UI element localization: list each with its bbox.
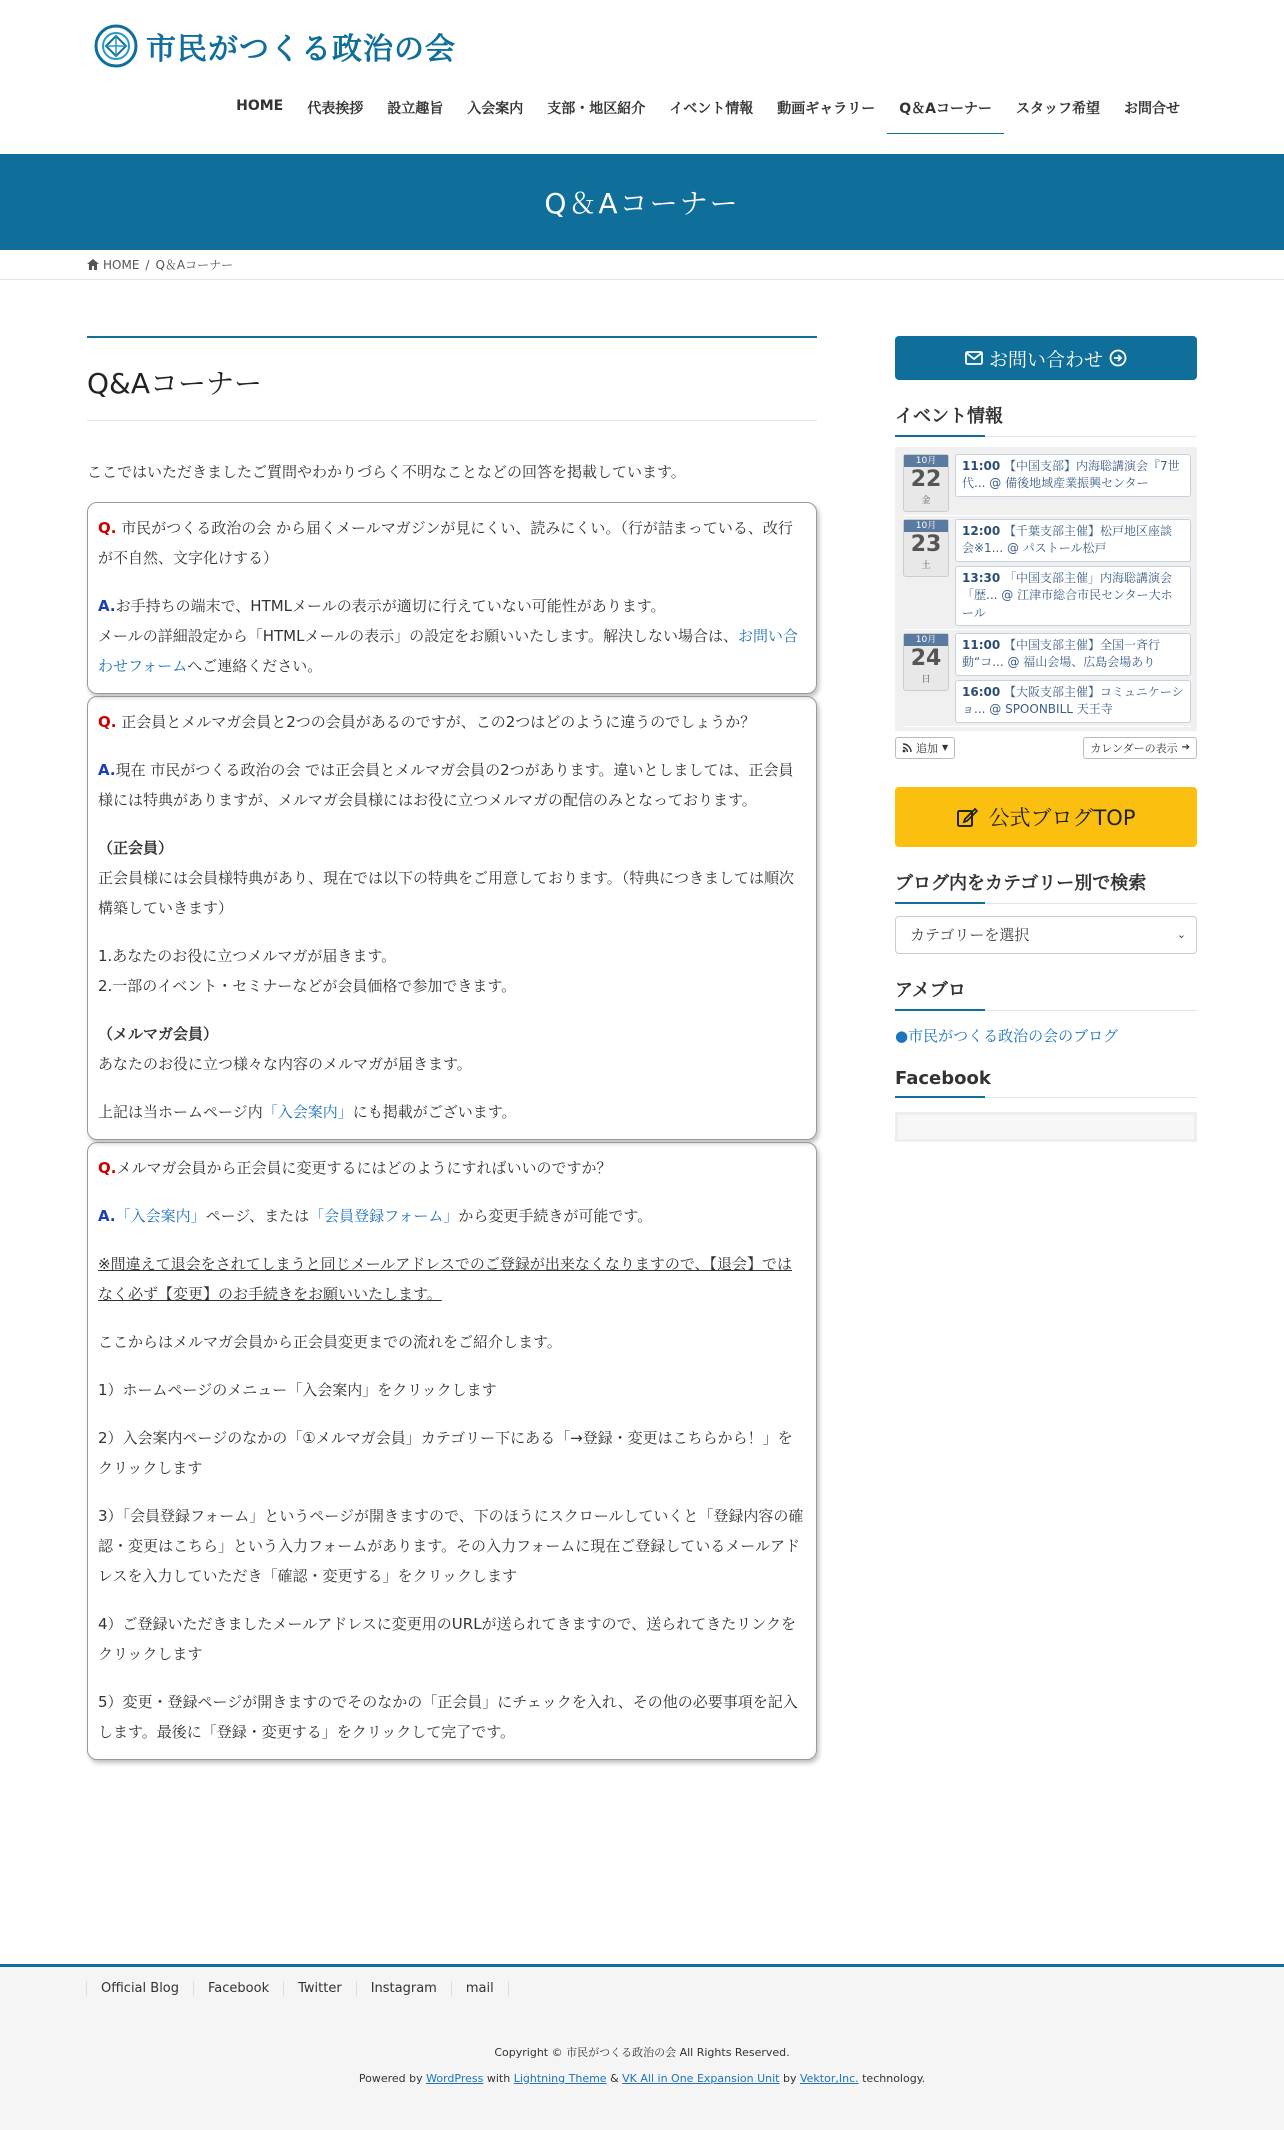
event-list bbox=[955, 633, 1191, 723]
nav-item-home[interactable]: HOME bbox=[236, 98, 284, 114]
regular-member-heading: （正会員） bbox=[98, 839, 174, 857]
sidebar bbox=[895, 336, 1197, 1142]
question-text: メルマガ会員から正会員に変更するにはどのようにすればいいのですか？ bbox=[116, 1159, 612, 1177]
powered-by-text: by bbox=[779, 2072, 800, 2085]
calendar-day bbox=[903, 516, 1191, 630]
contact-button-label: お問い合わせ bbox=[988, 348, 1103, 371]
calendar-day bbox=[903, 630, 1191, 727]
answer-text: から変更手続きが可能です。 bbox=[458, 1207, 653, 1225]
question bbox=[98, 1153, 806, 1183]
date-day: 23 bbox=[910, 532, 942, 557]
answer-mark: A. bbox=[98, 761, 116, 779]
category-select[interactable] bbox=[895, 916, 1197, 954]
warning-note: ※間違えて退会をされてしまうと同じメールアドレスでのご登録が出来なくなりますので、【退会】ではなく必ず【変更】のお手続きをお願いいたします。 bbox=[98, 1255, 793, 1303]
breadcrumb bbox=[0, 250, 1284, 280]
nav-item-purpose[interactable]: 設立趣旨 bbox=[387, 101, 444, 117]
powered-by-text: technology. bbox=[858, 2072, 926, 2085]
answer bbox=[98, 591, 806, 681]
benefit-item: 2.一部のイベント・セミナーなどが会員価格で参加できます。 bbox=[98, 977, 517, 995]
footer-link-twitter[interactable]: Twitter bbox=[283, 1981, 357, 1996]
site-logo[interactable] bbox=[92, 22, 456, 70]
event-item[interactable] bbox=[955, 519, 1191, 562]
breadcrumb-home-label: HOME bbox=[103, 257, 140, 272]
flow-intro: ここからはメルマガ会員から正会員変更までの流れをご紹介します。 bbox=[98, 1333, 562, 1351]
official-blog-button[interactable] bbox=[895, 787, 1197, 847]
lightning-theme-link[interactable]: Lightning Theme bbox=[513, 2072, 607, 2085]
regular-member-section bbox=[98, 833, 806, 923]
calendar-view-button[interactable] bbox=[1083, 737, 1197, 759]
intro-text: ここではいただきましたご質問やわかりづらく不明なことなどの回答を掲載しています。 bbox=[87, 463, 686, 481]
note bbox=[98, 1097, 806, 1127]
calendar-day bbox=[903, 451, 1191, 516]
wordpress-link[interactable]: WordPress bbox=[426, 2072, 484, 2085]
membership-guide-link[interactable]: 「入会案内」 bbox=[115, 1207, 206, 1225]
event-list bbox=[955, 519, 1191, 626]
vk-unit-link[interactable]: VK All in One Expansion Unit bbox=[622, 2072, 780, 2085]
footer-link-instagram[interactable]: Instagram bbox=[356, 1981, 452, 1996]
caret-down-icon: ▼ bbox=[942, 743, 949, 753]
powered-by-text: with bbox=[483, 2072, 514, 2085]
envelope-icon bbox=[965, 351, 983, 365]
official-blog-label: 公式ブログTOP bbox=[988, 805, 1136, 830]
event-calendar bbox=[895, 447, 1197, 731]
flow-step: 5）変更・登録ページが開きますのでそのなかの「正会員」にチェックを入れ、その他の必要事項を記入します。最後に「登録・変更する」をクリックして完了です。 bbox=[98, 1693, 798, 1741]
event-time: 11:00 bbox=[962, 459, 1001, 473]
events-widget-title: イベント情報 bbox=[895, 402, 1197, 437]
benefits-list bbox=[98, 941, 806, 1001]
entry-title: Q&Aコーナー bbox=[87, 336, 817, 421]
nav-item-qa[interactable]: Q＆Aコーナー bbox=[887, 90, 1004, 134]
nav-item-membership[interactable]: 入会案内 bbox=[467, 101, 524, 117]
question-text: 正会員とメルマガ会員と2つの会員があるのですが、この2つはどのように違うのでしょうか？ bbox=[116, 713, 756, 731]
ameblo-blog-link[interactable]: ●市民がつくる政治の会のブログ bbox=[895, 1026, 1119, 1045]
powered-by bbox=[0, 2072, 1284, 2085]
mailmag-member-text: あなたのお役に立つ様々な内容のメルマガが届きます。 bbox=[98, 1055, 472, 1073]
date-badge bbox=[903, 519, 949, 577]
calendar-footer bbox=[895, 737, 1197, 759]
event-title: 「中国支部主催」内海聡講演会「歴... @ 江津市総合市民センター大ホール bbox=[962, 570, 1173, 620]
mailmag-member-section bbox=[98, 1019, 806, 1079]
nav-item-staff[interactable]: スタッフ希望 bbox=[1016, 101, 1100, 117]
answer-mark: A. bbox=[98, 597, 116, 615]
category-widget-title: ブログ内をカテゴリー別で検索 bbox=[895, 869, 1197, 904]
event-title: 【中国支部】内海聡講演会『7世代... @ 備後地域産業振興センター bbox=[962, 459, 1180, 491]
copyright: Copyright © 市民がつくる政治の会 All Rights Reserved. bbox=[494, 2046, 790, 2059]
date-day: 22 bbox=[910, 467, 942, 492]
answer-text: へご連絡ください。 bbox=[187, 657, 323, 675]
arrow-right-icon: ➔ bbox=[1181, 742, 1190, 754]
qa-item bbox=[87, 502, 817, 694]
powered-by-text: Powered by bbox=[358, 2072, 427, 2085]
arrow-circle-right-icon bbox=[1109, 349, 1127, 367]
nav-item-videos[interactable]: 動画ギャラリー bbox=[777, 101, 876, 117]
event-title: 【中国支部主催】全国一斉行動“コ... @ 福山会場、広島会場あり bbox=[962, 637, 1161, 670]
event-time: 16:00 bbox=[962, 684, 1001, 699]
event-time: 12:00 bbox=[962, 524, 1001, 538]
global-nav bbox=[224, 90, 1192, 134]
event-time: 11:00 bbox=[962, 637, 1001, 652]
nav-item-contact[interactable]: お問合せ bbox=[1124, 101, 1180, 117]
qa-item bbox=[87, 696, 817, 1140]
site-footer bbox=[0, 1964, 1284, 2130]
date-badge bbox=[903, 454, 949, 512]
footer-nav bbox=[0, 1981, 1284, 1996]
date-month: 10月 bbox=[904, 634, 948, 646]
question-mark: Q. bbox=[98, 713, 117, 731]
nav-item-greeting[interactable]: 代表挨拶 bbox=[307, 101, 364, 117]
date-weekday: 金 bbox=[921, 496, 931, 506]
question bbox=[98, 513, 806, 573]
footer-link-mail[interactable]: mail bbox=[451, 1981, 509, 1996]
note-text: にも掲載がございます。 bbox=[352, 1103, 517, 1121]
page-header-title: Q＆Aコーナー bbox=[544, 187, 740, 220]
question-mark: Q. bbox=[98, 519, 117, 537]
question-text: 市民がつくる政治の会 から届くメールマガジンが見にくい、読みにくい。（行が詰まっている、改行が不自然、文字化けする） bbox=[98, 519, 793, 567]
answer bbox=[98, 1201, 806, 1231]
vektor-link[interactable]: Vektor,Inc. bbox=[799, 2072, 859, 2085]
date-month: 10月 bbox=[904, 520, 948, 532]
event-time: 13:30 bbox=[962, 570, 1001, 585]
footer-link-official-blog[interactable]: Official Blog bbox=[86, 1981, 194, 1996]
edit-icon bbox=[956, 806, 978, 828]
rss-icon bbox=[902, 743, 912, 753]
event-item[interactable] bbox=[955, 633, 1191, 676]
nav-item-branches[interactable]: 支部・地区紹介 bbox=[547, 101, 646, 117]
date-weekday: 日 bbox=[921, 674, 931, 685]
regular-member-text: 正会員様には会員様特典があり、現在では以下の特典をご用意しております。（特典につきましては順次構築していきます） bbox=[98, 869, 795, 917]
question-mark: Q. bbox=[98, 1159, 117, 1177]
breadcrumb-current: Q＆Aコーナー bbox=[155, 258, 234, 272]
site-header bbox=[0, 0, 1284, 154]
page-header bbox=[0, 154, 1284, 250]
site-logo-text: 市民がつくる政治の会 bbox=[146, 32, 456, 67]
registration-form-link[interactable]: 「会員登録フォーム」 bbox=[309, 1207, 459, 1225]
qa-item bbox=[87, 1142, 817, 1760]
event-item[interactable] bbox=[955, 566, 1191, 626]
date-day: 24 bbox=[910, 645, 942, 671]
note-text: 上記は当ホームページ内 bbox=[98, 1103, 263, 1121]
breadcrumb-home[interactable] bbox=[87, 258, 139, 272]
date-month: 10月 bbox=[904, 455, 948, 467]
event-title: 【千葉支部主催】松戸地区座談会※1... @ パストール松戸 bbox=[962, 524, 1173, 556]
date-weekday: 土 bbox=[921, 561, 931, 571]
mailmag-member-heading: （メルマガ会員） bbox=[98, 1025, 219, 1043]
answer-text: お手持ちの端末で、HTMLメールの表示が適切に行えていない可能性があります。 bbox=[115, 597, 666, 615]
answer-text: メールの詳細設定から「HTMLメールの表示」の設定をお願いいたします。解決しない場合は、 bbox=[98, 627, 738, 645]
flow-step: 2）入会案内ページのなかの「①メルマガ会員」カテゴリー下にある「→登録・変更はこちらから！」をクリックします bbox=[98, 1429, 793, 1477]
calendar-add-button[interactable] bbox=[895, 737, 955, 759]
event-list bbox=[955, 454, 1191, 512]
chevron-down-icon: ⌄ bbox=[1176, 928, 1186, 942]
answer-text: 現在 市民がつくる政治の会 では正会員とメルマガ会員の2つがあります。違いとしましては、正会員様には特典がありますが、メルマガ会員様にはお役に立つメルマガの配信のみとなっております。 bbox=[98, 761, 794, 809]
content-container bbox=[0, 280, 1284, 1960]
category-select-value: カテゴリーを選択 bbox=[910, 926, 1030, 945]
facebook-widget-title: Facebook bbox=[895, 1068, 1197, 1098]
date-badge bbox=[903, 633, 949, 691]
main-content bbox=[87, 336, 817, 1760]
logo-emblem-icon bbox=[92, 22, 140, 70]
flow-step: 4）ご登録いただきましたメールアドレスに変更用のURLが送られてきますので、送られてきたリンクをクリックします bbox=[98, 1615, 796, 1663]
answer-text: ページ、または bbox=[205, 1207, 310, 1225]
nav-item-events[interactable]: イベント情報 bbox=[669, 101, 754, 117]
calendar-add-label: 追加 bbox=[916, 741, 938, 755]
benefit-item: 1.あなたのお役に立つメルマガが届きます。 bbox=[98, 947, 397, 965]
contact-form-link[interactable]: お問い合わせフォーム bbox=[98, 627, 798, 675]
answer-mark: A. bbox=[98, 1207, 116, 1225]
membership-guide-link[interactable]: 「入会案内」 bbox=[262, 1103, 353, 1121]
question bbox=[98, 707, 806, 737]
flow-step: 3）「会員登録フォーム」というページが開きますので、下のほうにスクロールしていくと「登録内容の確認・変更はこちら」という入力フォームがあります。その入力フォームに現在ご登録しているメールアドレスを入力していただき「確認・変更する」をクリックします bbox=[98, 1507, 804, 1585]
calendar-view-label: カレンダーの表示 bbox=[1090, 741, 1178, 755]
home-icon bbox=[87, 259, 99, 270]
facebook-embed bbox=[895, 1112, 1197, 1142]
event-item[interactable] bbox=[955, 680, 1191, 723]
answer bbox=[98, 755, 806, 815]
breadcrumb-separator: / bbox=[145, 257, 150, 272]
event-item[interactable] bbox=[955, 454, 1191, 497]
ameblo-widget-title: アメブロ bbox=[895, 976, 1197, 1011]
flow-step: 1）ホームページのメニュー「入会案内」をクリックします bbox=[98, 1381, 497, 1399]
footer-link-facebook[interactable]: Facebook bbox=[193, 1981, 284, 1996]
contact-button[interactable] bbox=[895, 336, 1197, 380]
powered-by-text: & bbox=[606, 2072, 623, 2085]
event-title: 【大阪支部主催】コミュニケーショ... @ SPOONBILL 天王寺 bbox=[962, 684, 1184, 717]
